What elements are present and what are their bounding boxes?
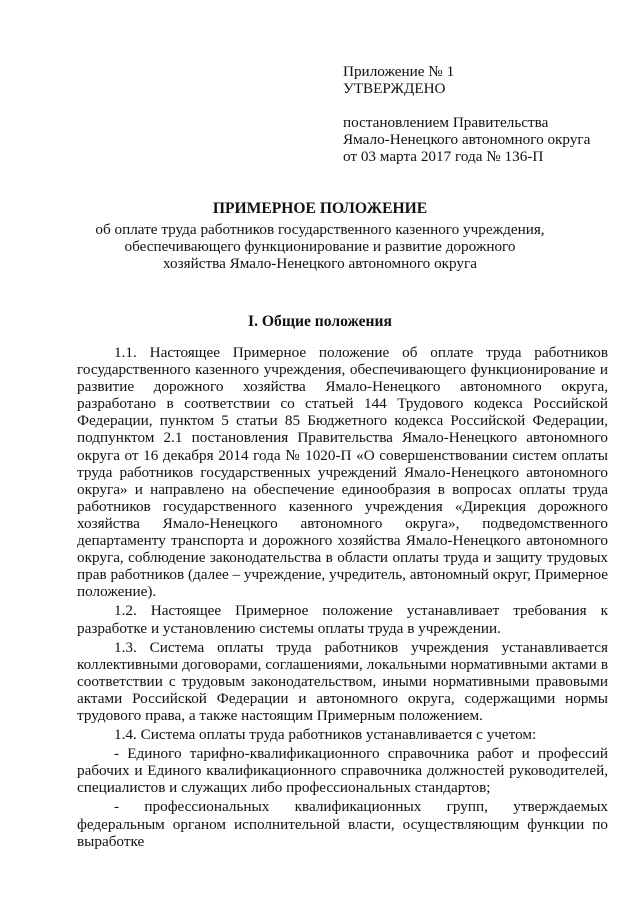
paragraph-1-3: 1.3. Система оплаты труда работников учреждения устанавливается коллективными договорами, соглашениями, локальными нормативными актами в соответствии с трудовым законодательством, иными нормативными правовыми актами Российской Федерации и автономного округа, содержащими нормы трудового права, а также настоящим Примерным положением. <box>77 638 608 724</box>
paragraph-1-4: 1.4. Система оплаты труда работников устанавливается с учетом: <box>114 726 537 744</box>
document-subtitle <box>0 221 640 272</box>
government-line: Ямало-Ненецкого автономного округа <box>343 131 591 148</box>
paragraph-1-1: 1.1. Настоящее Примерное положение об оплате труда работников государственного казенного учреждения, обеспечивающего функционирование и развитие дорожного хозяйства Ямало-Ненецкого автономного округа, разработано в соответствии со статьей 144 Трудового кодекса Российской Федерации, пунктом 5 статьи 85 Бюджетного кодекса Российской Федерации, подпунктом 2.1 постановления Правительства Ямало-Ненецкого автономного округа от 16 декабря 2014 года № 1020-П «О совершенствовании систем оплаты труда работников государственных учреждений Ямало-Ненецкого автономного округа» и направлено на обеспечение единообразия в вопросах оплаты труда работников государственного казенного учреждения «Дирекция дорожного хозяйства Ямало-Ненецкого автономного округа», подведомственного департаменту транспорта и дорожного хозяйства Ямало-Ненецкого автономного округа, соблюдение законодательства в области оплаты труда и защиту трудовых прав работников (далее – учреждение, учредитель, автономный округ, Примерное положение). <box>77 344 608 601</box>
approval-stamp <box>343 63 590 165</box>
list-item: - профессиональных квалификационных групп, утверждаемых федеральным органом исполнительной власти, осуществляющим функции по выработке <box>77 798 608 850</box>
section-heading: I. Общие положения <box>248 313 392 330</box>
paragraph-1-2: 1.2. Настоящее Примерное положение устанавливает требования к разработке и установлению системы оплаты труда в учреждении. <box>77 602 608 637</box>
resolution-date-line: от 03 марта 2017 года № 136-П <box>343 148 544 165</box>
resolution-line: постановлением Правительства <box>343 114 549 131</box>
list-item: - Единого тарифно-квалификационного справочника работ и профессий рабочих и Единого квалификационного справочника должностей руководителей, специалистов и служащих либо профессиональных стандартов; <box>77 745 608 797</box>
document-body <box>77 344 608 852</box>
appendix-label: Приложение № 1 <box>343 63 455 80</box>
approved-label: УТВЕРЖДЕНО <box>343 80 446 97</box>
subtitle-line: хозяйства Ямало-Ненецкого автономного округа <box>163 255 477 272</box>
subtitle-line: обеспечивающего функционирование и развитие дорожного <box>124 238 516 255</box>
subtitle-line: об оплате труда работников государственного казенного учреждения, <box>95 221 545 238</box>
blank-line <box>343 97 590 114</box>
document-title: ПРИМЕРНОЕ ПОЛОЖЕНИЕ <box>212 200 428 217</box>
